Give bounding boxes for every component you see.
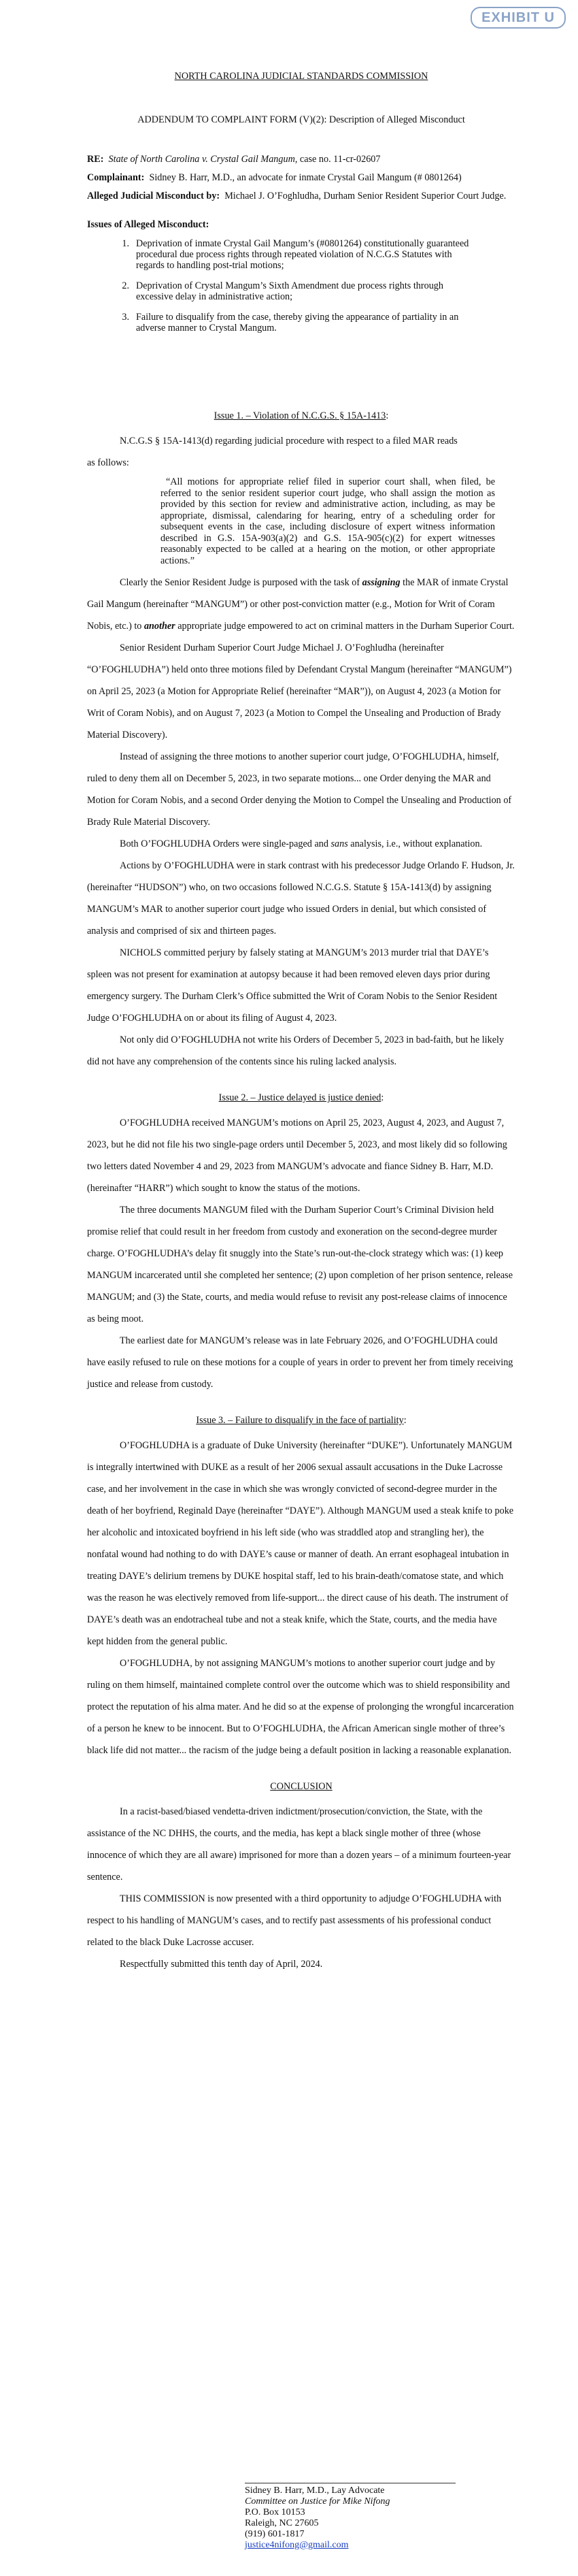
section2-para: O’FOGHLUDHA received MANGUM’s motions on April 25, 2023, August 4, 2023, and August 7, 2023, but he did not file his two single-page orders until December 5, 2023, and most likely did so following two letters dated November 4 and 29, 2023 from MANGUM’s advocate and fiance Sidney B. Harr, M.D. (hereinafter “HARR”) which sought to know the status of the motions. [87,1118,507,1194]
issue-text: Deprivation of inmate Crystal Gail Mangum’s (#0801264) constitutionally guaranteed procedural due process rights through repeated violation of N.C.G.S Statutes with regards to handling post-trial motions; [136,238,469,271]
section1-para: Actions by O’FOGHLUDHA were in stark contrast with his predecessor Judge Orlando F. Hudson, Jr. (hereinafter “HUDSON”) who, on two occasions followed N.C.G.S. Statute § 15A-1413(d) by assigning MANGUM’s MAR to another superior court judge who issued Orders in denial, but which consisted of analysis and comprised of six and thirteen pages. [87,860,515,936]
section1-para: Senior Resident Durham Superior Court Judge Michael J. O’Foghludha (hereinafter “O’FOGHLUDHA”) held onto three motions filed by Defendant Crystal Mangum (hereinafter “MANGUM”) on April 25, 2023 (a Motion for Appropriate Relief (hereinafter “MAR”)), on August 4, 2023 (a Motion for Writ of Coram Nobis), and on August 7, 2023 (a Motion to Compel the Unsealing and Production of Brady Material Discovery). [87,642,512,740]
re-case-name: State of North Carolina v. Crystal Gail Mangum [108,154,295,165]
section3-para: O’FOGHLUDHA, by not assigning MANGUM’s motions to another superior court judge and by ruling on them himself, maintained complete control over the outcome which was to shield responsibility and protect the reputation of his alma mater. And he did so at the expense of prolonging the wrongful incarceration of a person he knew to be innocent. But to O’FOGHLUDHA, the African American single mother of three’s black life did not matter... the racism of the judge being a default position in lacking a reasonable explanation. [87,1658,514,1756]
signer-name: Sidney B. Harr, M.D., Lay Advocate [245,2485,385,2496]
section1-para: Not only did O’FOGHLUDHA not write his Orders of December 5, 2023 in bad-faith, but he likely did not have any comprehension of the contents since his ruling lacked analysis. [87,1034,505,1067]
judicial-value: Michael J. O’Foghludha, Durham Senior Resident Superior Court Judge. [224,191,507,201]
complainant-value: Sidney B. Harr, M.D., an advocate for inmate Crystal Gail Mangum (# 0801264) [149,172,462,183]
section1-para: as follows: [87,457,129,468]
section3-heading-colon: : [403,1415,407,1426]
conclusion-heading: CONCLUSION [270,1781,333,1792]
issue-item [87,238,515,271]
section1-para: Instead of assigning the three motions to another superior court judge, O’FOGHLUDHA, himself, ruled to deny them all on December 5, 2023, in two separate motions... one Order denying the MAR and Motion for Coram Nobis, and a second Order denying the Motion to Compel the Unsealing and Production of Brady Rule Material Discovery. [87,751,512,828]
issue-number: 3. [122,312,129,323]
conclusion-para: THIS COMMISSION is now presented with a third opportunity to adjudge O’FOGHLUDHA with respect to his handling of MANGUM’s cases, and to rectify past assessments of his professional conduct related to the black Duke Lacrosse accuser. [87,1893,502,1948]
section1-para: NICHOLS committed perjury by falsely stating at MANGUM’s 2013 murder trial that DAYE’s spleen was not present for examination at autopsy because it had been removed eleven days prior during emergency surgery. The Durham Clerk’s Office submitted the Writ of Coram Nobis to the Senior Resident Judge O’FOGHLUDHA on or about its filing of August 4, 2023. [87,947,498,1024]
statute-quote-text: “All motions for appropriate relief filed in superior court shall, when filed, be referred to the senior resident superior court judge, who shall assign the motion as provided by this section for review and administrative action, including, as may be appropriate, dismissal, calendaring for hearing, entry of a scheduling order for subsequent events in the case, including disclosure of expert witness information described in G.S. 15A-903(a)(2) and G.S. 15A-905(c)(2) for expert witnesses reasonably expected to be called at a hearing on the motion, or other appropriate actions.” [160,476,495,566]
conclusion-para: In a racist-based/biased vendetta-driven indictment/prosecution/conviction, the State, with the assistance of the NC DHHS, the courts, and the media, has kept a black single mother of three (whose innocence of which they are all aware) imprisoned for more than a dozen years – of a minimum fourteen-year sentence. [87,1806,511,1882]
signer-address-2: Raleigh, NC 27605 [245,2518,319,2528]
complainant-label: Complainant: [87,172,145,183]
issue-number: 1. [122,238,129,249]
issue-item [87,280,515,302]
issue-text: Deprivation of Crystal Mangum’s Sixth Amendment due process rights through excessive delay in administrative action; [136,280,443,302]
commission-title: NORTH CAROLINA JUDICIAL STANDARDS COMMISSION [174,71,428,82]
section2-para: The three documents MANGUM filed with the Durham Superior Court’s Criminal Division held promise relief that could result in her freedom from custody and exoneration on the second-degree murder charge. O’FOGHLUDHA’s delay fit snuggly into the State’s run-out-the-clock strategy which was: (1) keep MANGUM incarcerated until she completed her sentence; (2) upon completion of her prison sentence, release MANGUM; and (3) the State, courts, and media would refuse to revisit any post-release claims of innocence as being moot. [87,1205,513,1324]
section1-heading-text: Issue 1. – Violation of N.C.G.S. § 15A-1413 [214,410,386,421]
issues-list [87,238,515,343]
section2-heading-colon: : [381,1092,384,1103]
section1-para: N.C.G.S § 15A-1413(d) regarding judicial procedure with respect to a filed MAR reads [120,436,458,446]
section1-para: Clearly the Senior Resident Judge is purposed with the task of assigning the MAR of inmate Crystal Gail Mangum (hereinafter “MANGUM”) or other post-conviction matter (e.g., Motion for Writ of Coram Nobis, etc.) to another appropriate judge empowered to act on criminal matters in the Durham Superior Court. [87,577,515,632]
issue-number: 2. [122,280,129,291]
issues-label-text: Issues of Alleged Misconduct: [87,219,209,230]
document-body [87,408,515,1975]
section3-heading [87,1413,515,1428]
issues-label [87,219,515,231]
section2-heading [87,1090,515,1105]
section3-para: O’FOGHLUDHA is a graduate of Duke University (hereinafter “DUKE”). Unfortunately MANGUM is integrally intertwined with DUKE as a result of her 2006 sexual assault accusations in the Duke Lacrosse case, and her involvement in the case in which she was wrongly convicted of second-degree murder in the death of her boyfriend, Reginald Daye (hereinafter “DAYE”). Although MANGUM used a steak knife to poke her alcoholic and intoxicated boyfriend in his left side (who was straddled atop and strangling her), the nonfatal wound had nothing to do with DAYE’s cause or manner of death. An errant esophageal intubation in treating DAYE’s delirium tremens by DUKE hospital staff, led to his brain-death/comatose state, and which was the reason he was electively removed from life-support... the direct cause of his death. The instrument of DAYE’s death was an endotracheal tube and not a steak knife, which the State, courts, and the media have kept hidden from the general public. [87,1440,514,1647]
signer-org: Committee on Justice for Mike Nifong [245,2496,390,2507]
issue-text: Failure to disqualify from the case, thereby giving the appearance of partiality in an adverse manner to Crystal Mangum. [136,312,459,333]
section1-heading-colon: : [386,410,389,421]
re-case-number: , case no. 11-cr-02607 [294,154,381,165]
signature-block [245,2483,456,2551]
issue-item [87,312,515,333]
judicial-line [87,191,515,202]
judicial-label: Alleged Judicial Misconduct by: [87,191,220,201]
re-label: RE: [87,154,104,165]
addendum-title: ADDENDUM TO COMPLAINT FORM (V)(2): Description of Alleged Misconduct [137,114,465,125]
section1-heading [87,408,515,423]
complainant-line [87,172,515,184]
signer-address-1: P.O. Box 10153 [245,2507,305,2517]
section2-para: The earliest date for MANGUM’s release was in late February 2026, and O’FOGHLUDHA could have easily refused to rule on these motions for a couple of years in order to prevent her from timely receiving justice and release from custody. [87,1335,513,1390]
section2-heading-text: Issue 2. – Justice delayed is justice denied [218,1092,381,1103]
section1-para: Both O’FOGHLUDHA Orders were single-paged and sans analysis, i.e., without explanation. [120,838,483,849]
signer-email-link[interactable]: justice4nifong@gmail.com [245,2540,349,2550]
statute-quote [160,476,495,566]
section3-heading-text: Issue 3. – Failure to disqualify in the face of partiality [196,1415,404,1426]
conclusion-para: Respectfully submitted this tenth day of April, 2024. [120,1959,323,1970]
exhibit-stamp: EXHIBIT U [471,7,566,29]
signer-phone: (919) 601-1817 [245,2529,305,2539]
re-line [87,154,515,165]
